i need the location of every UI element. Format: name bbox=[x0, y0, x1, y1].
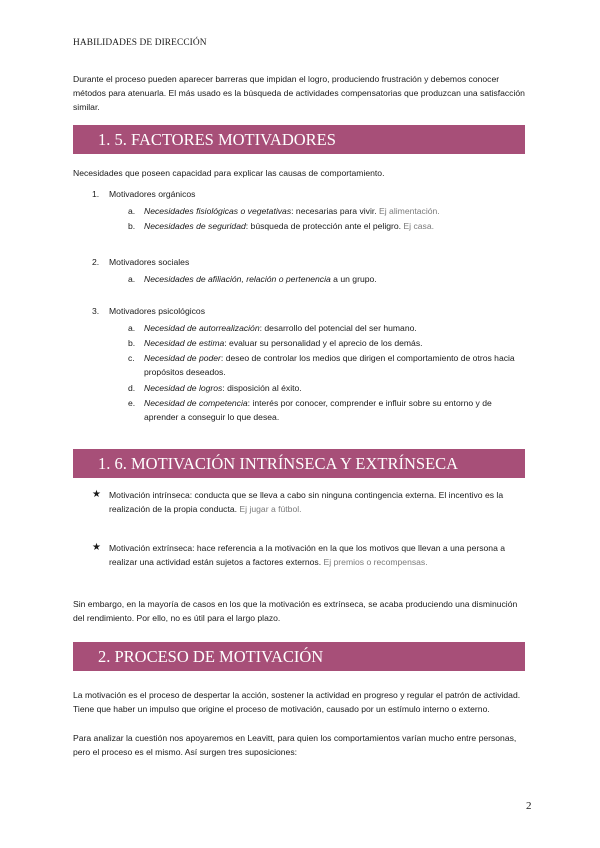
item-title: Motivadores psicológicos bbox=[109, 306, 206, 316]
sub-item-text: : búsqueda de protección ante el peligro. bbox=[245, 221, 402, 231]
section-heading-proceso-motivacion: 2. PROCESO DE MOTIVACIÓN bbox=[73, 642, 525, 671]
sub-item-letter: d. bbox=[128, 383, 136, 393]
sub-item-letter: a. bbox=[128, 323, 136, 333]
page-number: 2 bbox=[526, 800, 532, 812]
bullet-item bbox=[92, 541, 528, 569]
sub-item-text: : necesarias para vivir. bbox=[291, 206, 377, 216]
sub-item-term: Necesidad de competencia bbox=[144, 398, 248, 408]
sub-item-term: Necesidades de afiliación, relación o pertenencia bbox=[144, 274, 331, 284]
sub-item bbox=[128, 381, 528, 395]
intro-paragraph: Durante el proceso pueden aparecer barreras que impidan el logro, produciendo frustración y debemos conocer métodos para atenuarla. El más usado es la búsqueda de actividades compensatorias que produzcan una satisfacción similar. bbox=[73, 74, 525, 113]
sub-item-example: Ej casa. bbox=[401, 221, 435, 231]
section1-intro: Necesidades que poseen capacidad para explicar las causas de comportamiento. bbox=[73, 168, 385, 178]
item-title: Motivadores sociales bbox=[109, 257, 190, 267]
sub-item-letter: a. bbox=[128, 274, 136, 284]
sub-item-letter: b. bbox=[128, 221, 136, 231]
numbered-item-organicos bbox=[92, 189, 195, 199]
sub-item-text: : deseo de controlar los medios que dirigen el comportamiento de otros hacia propósitos deseados. bbox=[144, 353, 515, 378]
section-heading-factores-motivadores: 1. 5. FACTORES MOTIVADORES bbox=[73, 125, 525, 154]
bullet-example: Ej premios o recompensas. bbox=[321, 557, 428, 568]
sub-item bbox=[128, 219, 528, 233]
section-heading-motivacion-intrinseca-extrinseca: 1. 6. MOTIVACIÓN INTRÍNSECA Y EXTRÍNSECA bbox=[73, 449, 525, 478]
sub-item-term: Necesidad de logros bbox=[144, 383, 223, 393]
sub-item bbox=[128, 396, 528, 424]
sub-item-letter: e. bbox=[128, 398, 136, 408]
sub-item bbox=[128, 321, 528, 335]
bullet-example: Ej jugar a fútbol. bbox=[237, 504, 302, 515]
sub-item-text: : desarrollo del potencial del ser humano. bbox=[259, 323, 417, 333]
section3-paragraph: Para analizar la cuestión nos apoyaremos en Leavitt, para quien los comportamientos varían mucho entre personas, pero el proceso es el mismo. Así surgen tres suposiciones: bbox=[73, 733, 517, 758]
sub-item-term: Necesidades fisiológicas o vegetativas bbox=[144, 206, 292, 216]
section3-paragraph: La motivación es el proceso de despertar la acción, sostener la actividad en progreso y regular el patrón de actividad. Tiene que haber un impulso que origine el proceso de motivación, causado por un estímulo interno o externo. bbox=[73, 690, 521, 715]
bullet-item bbox=[92, 488, 528, 516]
sub-item-text: : evaluar su personalidad y el aprecio de los demás. bbox=[224, 338, 423, 348]
sub-item-example: Ej alimentación. bbox=[376, 206, 440, 216]
sub-item-text: : interés por conocer, comprender e influir sobre su entorno y de aprender a conseguir lo que desea. bbox=[144, 398, 492, 423]
star-icon: ★ bbox=[92, 542, 101, 553]
section2-closing-paragraph: Sin embargo, en la mayoría de casos en los que la motivación es extrínseca, se acaba produciendo una disminución del rendimiento. Por ello, no es útil para el largo plazo. bbox=[73, 599, 518, 624]
sub-item-term: Necesidad de poder bbox=[144, 353, 221, 363]
sub-item bbox=[128, 204, 528, 218]
numbered-item-psicologicos bbox=[92, 306, 205, 316]
sub-item bbox=[128, 351, 528, 379]
sub-item-term: Necesidad de estima bbox=[144, 338, 225, 348]
item-number: 3. bbox=[92, 306, 100, 316]
sub-item-term: Necesidades de seguridad bbox=[144, 221, 246, 231]
item-number: 2. bbox=[92, 257, 100, 267]
item-title: Motivadores orgánicos bbox=[109, 189, 196, 199]
item-number: 1. bbox=[92, 189, 100, 199]
sub-item-term: Necesidad de autorrealización bbox=[144, 323, 260, 333]
star-icon: ★ bbox=[92, 489, 101, 500]
sub-item-letter: c. bbox=[128, 353, 135, 363]
sub-item bbox=[128, 272, 528, 286]
sub-item-text: : disposición al éxito. bbox=[222, 383, 302, 393]
bullet-text: Motivación extrínseca: hace referencia a la motivación en la que los motivos que llevan a una persona a realizar una actividad están sujetos a factores externos. bbox=[109, 543, 506, 568]
document-header: HABILIDADES DE DIRECCIÓN bbox=[73, 38, 207, 48]
sub-item bbox=[128, 336, 528, 350]
sub-item-letter: b. bbox=[128, 338, 136, 348]
sub-item-text: a un grupo. bbox=[330, 274, 377, 284]
bullet-text: Motivación intrínseca: conducta que se lleva a cabo sin ninguna contingencia externa. El incentivo es la realización de la propia conducta. bbox=[109, 490, 504, 515]
sub-item-letter: a. bbox=[128, 206, 136, 216]
numbered-item-sociales bbox=[92, 257, 189, 267]
